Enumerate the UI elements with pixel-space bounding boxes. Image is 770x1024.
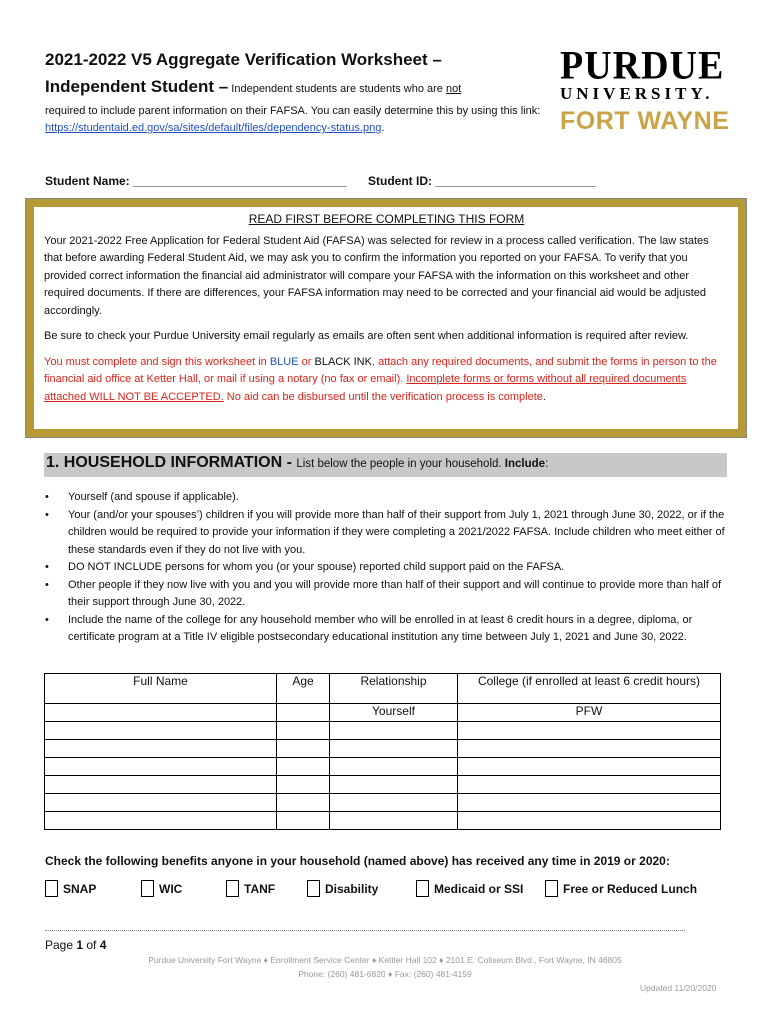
- section-household-header: [44, 453, 727, 477]
- logo-fort-wayne: FORT WAYNE: [560, 107, 730, 135]
- table-cell[interactable]: [458, 740, 721, 758]
- notice-paragraph-email: Be sure to check your Purdue University email regularly as emails are often sent when additional information is required after review.: [44, 330, 689, 342]
- logo-university: UNIVERSITY.: [560, 84, 714, 103]
- list-item: • Your (and/or your spouses’) children if you will provide more than half of their support from July 1, 2021 through June 30, 2022, or if the children would be required to provide your information if they were completing a 2021/2022 FAFSA. Include children who meet either of these standards even if they do not live with you.: [45, 507, 725, 560]
- page-current: 1: [76, 938, 84, 952]
- table-cell[interactable]: [458, 758, 721, 776]
- table-row: [45, 740, 721, 758]
- notice-heading: READ FIRST BEFORE COMPLETING THIS FORM: [248, 212, 525, 226]
- page-prefix: Page: [45, 938, 77, 952]
- footer-divider: [45, 930, 685, 931]
- updated-date: Updated 11/20/2020: [640, 983, 717, 993]
- table-cell[interactable]: [458, 794, 721, 812]
- table-cell[interactable]: [330, 812, 458, 830]
- table-cell[interactable]: [330, 758, 458, 776]
- col-college: College (if enrolled at least 6 credit hours): [458, 674, 721, 704]
- table-header-row: [45, 674, 721, 704]
- section-subtitle: List below the people in your household.: [296, 458, 505, 470]
- table-row: [45, 812, 721, 830]
- page-number: [45, 938, 106, 952]
- checkbox-square-icon[interactable]: [307, 880, 320, 897]
- instr-a: You must complete and sign this worksheet in: [44, 355, 270, 368]
- page-of: of: [83, 938, 100, 952]
- table-row: [45, 776, 721, 794]
- wic-checkbox[interactable]: [141, 880, 182, 897]
- tanf-checkbox[interactable]: [226, 880, 275, 897]
- notice-box: [26, 199, 746, 437]
- checkbox-square-icon[interactable]: [416, 880, 429, 897]
- checkbox-square-icon[interactable]: [45, 880, 58, 897]
- table-cell[interactable]: [277, 722, 330, 740]
- student-name-field[interactable]: Student Name: ________________________________: [45, 174, 347, 188]
- logo-purdue: PURDUE: [560, 43, 725, 89]
- checkbox-square-icon[interactable]: [545, 880, 558, 897]
- instr-underlined: Incomplete forms or forms without all required documents attached WILL NOT BE ACCEPTED.: [44, 373, 687, 403]
- checkbox-label: Disability: [325, 881, 379, 896]
- table-cell[interactable]: [330, 722, 458, 740]
- table-cell[interactable]: [277, 704, 330, 722]
- subtitle-text: Independent Student –: [45, 77, 229, 96]
- instr-end: .: [542, 390, 546, 403]
- instr-b: or: [298, 355, 315, 368]
- list-item: • Include the name of the college for any household member who will be enrolled in at least 6 credit hours in a degree, diploma, or certificate program at a Title IV eligible postsecondary educational institution any time between July 1, 2021 and June 30, 2022.: [45, 612, 725, 647]
- footer-phone: Phone: (260) 481-6820 ♦ Fax: (260) 481-4159: [298, 969, 472, 979]
- table-cell[interactable]: [330, 794, 458, 812]
- snap-checkbox[interactable]: [45, 880, 96, 897]
- table-cell[interactable]: [45, 704, 277, 722]
- table-cell[interactable]: [277, 812, 330, 830]
- household-bullet-list: [45, 489, 725, 647]
- household-table: [44, 673, 721, 830]
- footer-address: Purdue University Fort Wayne ♦ Enrollment Service Center ♦ Kettler Hall 102 ♦ 2101 E. Coliseum Blvd., Fort Wayne, IN 46805: [148, 955, 622, 965]
- subtitle-note: Independent students are students who are: [228, 83, 446, 95]
- table-cell[interactable]: [277, 776, 330, 794]
- instr-c: , attach any required documents, and submit the forms in person to the financial aid office at Ketter Hall, or mail if using a notary (no fax or email).: [44, 355, 717, 385]
- section-title: 1. HOUSEHOLD INFORMATION -: [46, 454, 297, 471]
- list-item: • Yourself (and spouse if applicable).: [45, 489, 725, 507]
- table-cell[interactable]: [45, 776, 277, 794]
- section-include: Include: [504, 458, 546, 470]
- table-cell[interactable]: [458, 812, 721, 830]
- table-row: [45, 722, 721, 740]
- medicaid-ssi-checkbox[interactable]: [416, 880, 523, 897]
- table-cell[interactable]: [277, 740, 330, 758]
- intro-text: [45, 103, 555, 137]
- purdue-fort-wayne-logo: [560, 43, 730, 138]
- table-cell[interactable]: [277, 758, 330, 776]
- intro-line: required to include parent information on their FAFSA. You can easily determine this by using this link:: [45, 105, 541, 117]
- disability-checkbox[interactable]: [307, 880, 378, 897]
- page-total: 4: [99, 938, 107, 952]
- table-cell[interactable]: PFW: [458, 704, 721, 722]
- table-cell[interactable]: [45, 812, 277, 830]
- table-cell[interactable]: [45, 740, 277, 758]
- col-relationship: Relationship: [330, 674, 458, 704]
- list-item: • Other people if they now live with you and you will provide more than half of their support and will continue to provide more than half of their support through June 30, 2022.: [45, 577, 725, 612]
- instr-black: BLACK INK: [314, 355, 372, 368]
- table-cell[interactable]: [45, 722, 277, 740]
- checkbox-label: TANF: [244, 881, 276, 896]
- table-cell[interactable]: [458, 776, 721, 794]
- free-reduced-lunch-checkbox[interactable]: [545, 880, 697, 897]
- checkbox-label: WIC: [159, 881, 183, 896]
- instr-d: No aid can be disbursed until the verification process is complete: [223, 390, 543, 403]
- section-colon: :: [545, 458, 549, 470]
- intro-end: .: [381, 122, 385, 134]
- checkbox-label: SNAP: [63, 881, 97, 896]
- table-cell[interactable]: [330, 776, 458, 794]
- col-age: Age: [277, 674, 330, 704]
- notice-paragraph-instructions: [44, 354, 729, 407]
- page-subtitle: [45, 77, 461, 97]
- student-id-field[interactable]: Student ID: ________________________: [368, 174, 596, 188]
- table-row: [45, 794, 721, 812]
- table-cell[interactable]: Yourself: [330, 704, 458, 722]
- notice-paragraph-verification: Your 2021-2022 Free Application for Federal Student Aid (FAFSA) was selected for review in a process called verification. The law states that before awarding Federal Student Aid, we may ask you to confirm the information you reported on your FAFSA. To verify that you provided correct information the financial aid administrator will compare your FAFSA with the information on this worksheet and other required documents. If there are differences, your FAFSA information may need to be corrected and your financial aid would be adjusted accordingly.: [44, 234, 709, 317]
- page-title: 2021-2022 V5 Aggregate Verification Worksheet –: [45, 50, 442, 69]
- table-row: [45, 704, 721, 722]
- dependency-status-link[interactable]: https://studentaid.ed.gov/sa/sites/default/files/dependency-status.png: [45, 122, 382, 134]
- instr-blue: BLUE: [269, 355, 299, 368]
- list-item: • DO NOT INCLUDE persons for whom you (or your spouse) reported child support paid on the FAFSA.: [45, 559, 725, 577]
- checkbox-square-icon[interactable]: [226, 880, 239, 897]
- table-cell[interactable]: [330, 740, 458, 758]
- col-full-name: Full Name: [45, 674, 277, 704]
- table-cell[interactable]: [277, 794, 330, 812]
- table-row: [45, 758, 721, 776]
- benefits-question: Check the following benefits anyone in your household (named above) has received any time in 2019 or 2020:: [45, 854, 670, 868]
- checkbox-square-icon[interactable]: [141, 880, 154, 897]
- table-cell[interactable]: [458, 722, 721, 740]
- subtitle-note-underlined: not: [445, 83, 462, 95]
- checkbox-label: Medicaid or SSI: [434, 881, 524, 896]
- checkbox-label: Free or Reduced Lunch: [563, 881, 698, 896]
- table-cell[interactable]: [45, 794, 277, 812]
- table-cell[interactable]: [45, 758, 277, 776]
